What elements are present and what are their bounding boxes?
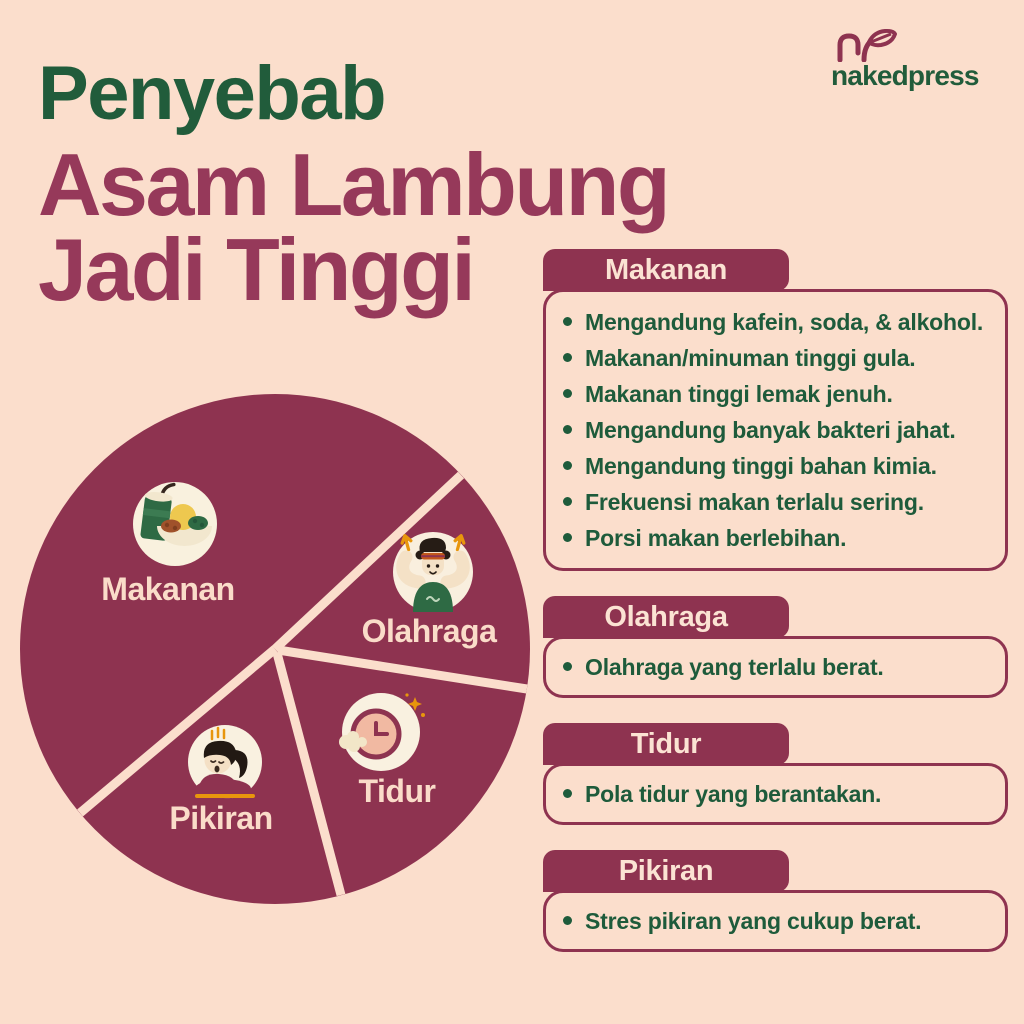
pie-label-olahraga: Olahraga <box>361 613 497 649</box>
section-pikiran-panel <box>543 890 1008 952</box>
list-item: Makanan tinggi lemak jenuh. <box>561 376 993 412</box>
section-olahraga <box>543 596 1008 698</box>
section-pikiran <box>543 850 1008 952</box>
section-olahraga-panel <box>543 636 1008 698</box>
title-line-1: Penyebab <box>38 51 386 136</box>
title-line-3: Jadi Tinggi <box>38 220 474 320</box>
list-item: Mengandung kafein, soda, & alkohol. <box>561 304 993 340</box>
brand-name: nakedpress <box>831 60 979 91</box>
causes-pie-chart <box>20 394 530 904</box>
list-item: Mengandung banyak bakteri jahat. <box>561 412 993 448</box>
list-item: Pola tidur yang berantakan. <box>561 776 993 812</box>
section-tidur-header: Tidur <box>543 723 789 765</box>
causes-detail-column <box>543 249 1008 952</box>
section-tidur-panel <box>543 763 1008 825</box>
list-item: Makanan/minuman tinggi gula. <box>561 340 993 376</box>
section-makanan-header: Makanan <box>543 249 789 291</box>
section-makanan-panel <box>543 289 1008 571</box>
list-item: Stres pikiran yang cukup berat. <box>561 903 993 939</box>
section-pikiran-header: Pikiran <box>543 850 789 892</box>
pie-label-makanan: Makanan <box>101 571 235 607</box>
exercising-man-icon <box>393 532 473 612</box>
pie-label-pikiran: Pikiran <box>169 800 273 836</box>
list-item: Mengandung tinggi bahan kimia. <box>561 448 993 484</box>
list-item: Olahraga yang terlalu berat. <box>561 649 993 685</box>
title-line-2: Asam Lambung <box>38 135 669 234</box>
list-item: Frekuensi makan terlalu sering. <box>561 484 993 520</box>
pie-label-tidur: Tidur <box>358 773 436 809</box>
brand-logo <box>831 28 979 92</box>
list-item: Porsi makan berlebihan. <box>561 520 993 556</box>
stressed-woman-icon <box>188 725 262 799</box>
section-olahraga-header: Olahraga <box>543 596 789 638</box>
section-tidur <box>543 723 1008 825</box>
section-makanan <box>543 249 1008 571</box>
np-leaf-icon <box>835 28 899 62</box>
